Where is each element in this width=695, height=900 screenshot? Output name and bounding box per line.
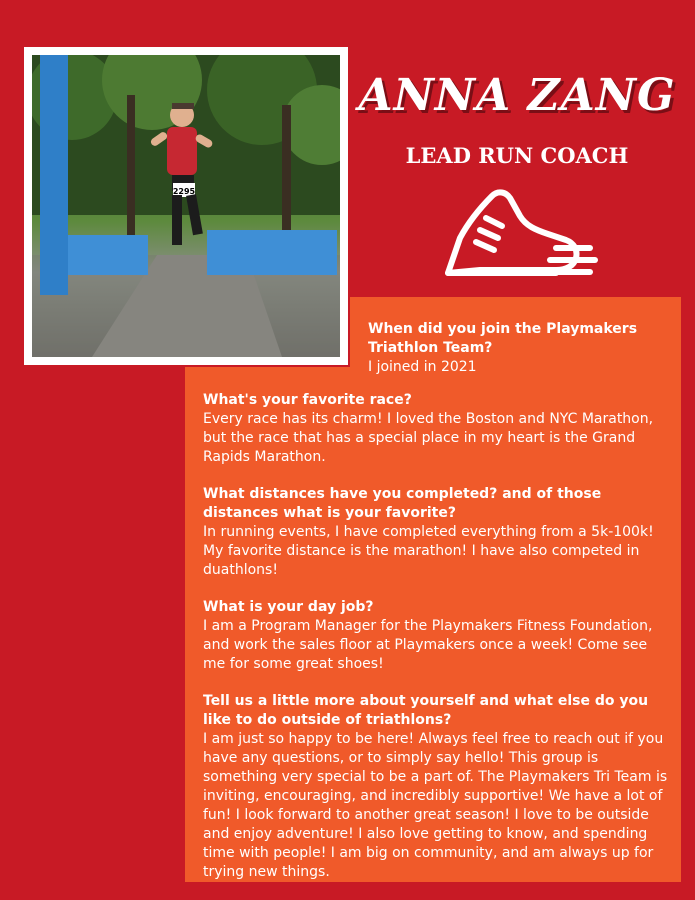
profile-photo [32, 55, 340, 357]
qa-item [203, 692, 673, 882]
qa-item [203, 391, 673, 467]
qa-answer: I joined in 2021 [368, 359, 477, 375]
qa-answer: In running events, I have completed everything from a 5k-100k! My favorite distance is the marathon! I have also competed in duathlons! [203, 524, 654, 578]
qa-item [368, 320, 673, 377]
running-shoe-icon [440, 178, 600, 288]
qa-question: Tell us a little more about yourself and what else do you like to do outside of triathlons? [203, 693, 649, 728]
photo-illustration [32, 55, 340, 357]
qa-content [203, 320, 673, 900]
qa-question: What's your favorite race? [203, 392, 412, 408]
qa-question: When did you join the Playmakers Triathlon Team? [368, 321, 638, 356]
qa-answer: I am just so happy to be here! Always feel free to reach out if you have any questions, or to simply say hello! This group is something very special to be a part of. The Playmakers Tri Team is inviting, encouraging, and incredibly supportive! We have a lot of fun! I look forward to another great season! I love to be outside and enjoy adventure! I also love getting to know, and spending time with people! I am big on community, and am always up for trying new things. [203, 731, 668, 880]
race-bib-number: 2295 [172, 187, 196, 196]
qa-answer: I am a Program Manager for the Playmakers Fitness Foundation, and work the sales floor at Playmakers once a week! Come see me for some great shoes! [203, 618, 653, 672]
coach-role: LEAD RUN COACH [405, 143, 629, 168]
qa-answer: Every race has its charm! I loved the Boston and NYC Marathon, but the race that has a special place in my heart is the Grand Rapids Marathon. [203, 411, 654, 465]
qa-question: What is your day job? [203, 599, 374, 615]
coach-name: ANNA ZANG [358, 70, 676, 121]
qa-item [203, 598, 673, 674]
qa-item [203, 485, 673, 580]
profile-photo-frame [24, 47, 348, 365]
qa-question: What distances have you completed? and of those distances what is your favorite? [203, 486, 602, 521]
